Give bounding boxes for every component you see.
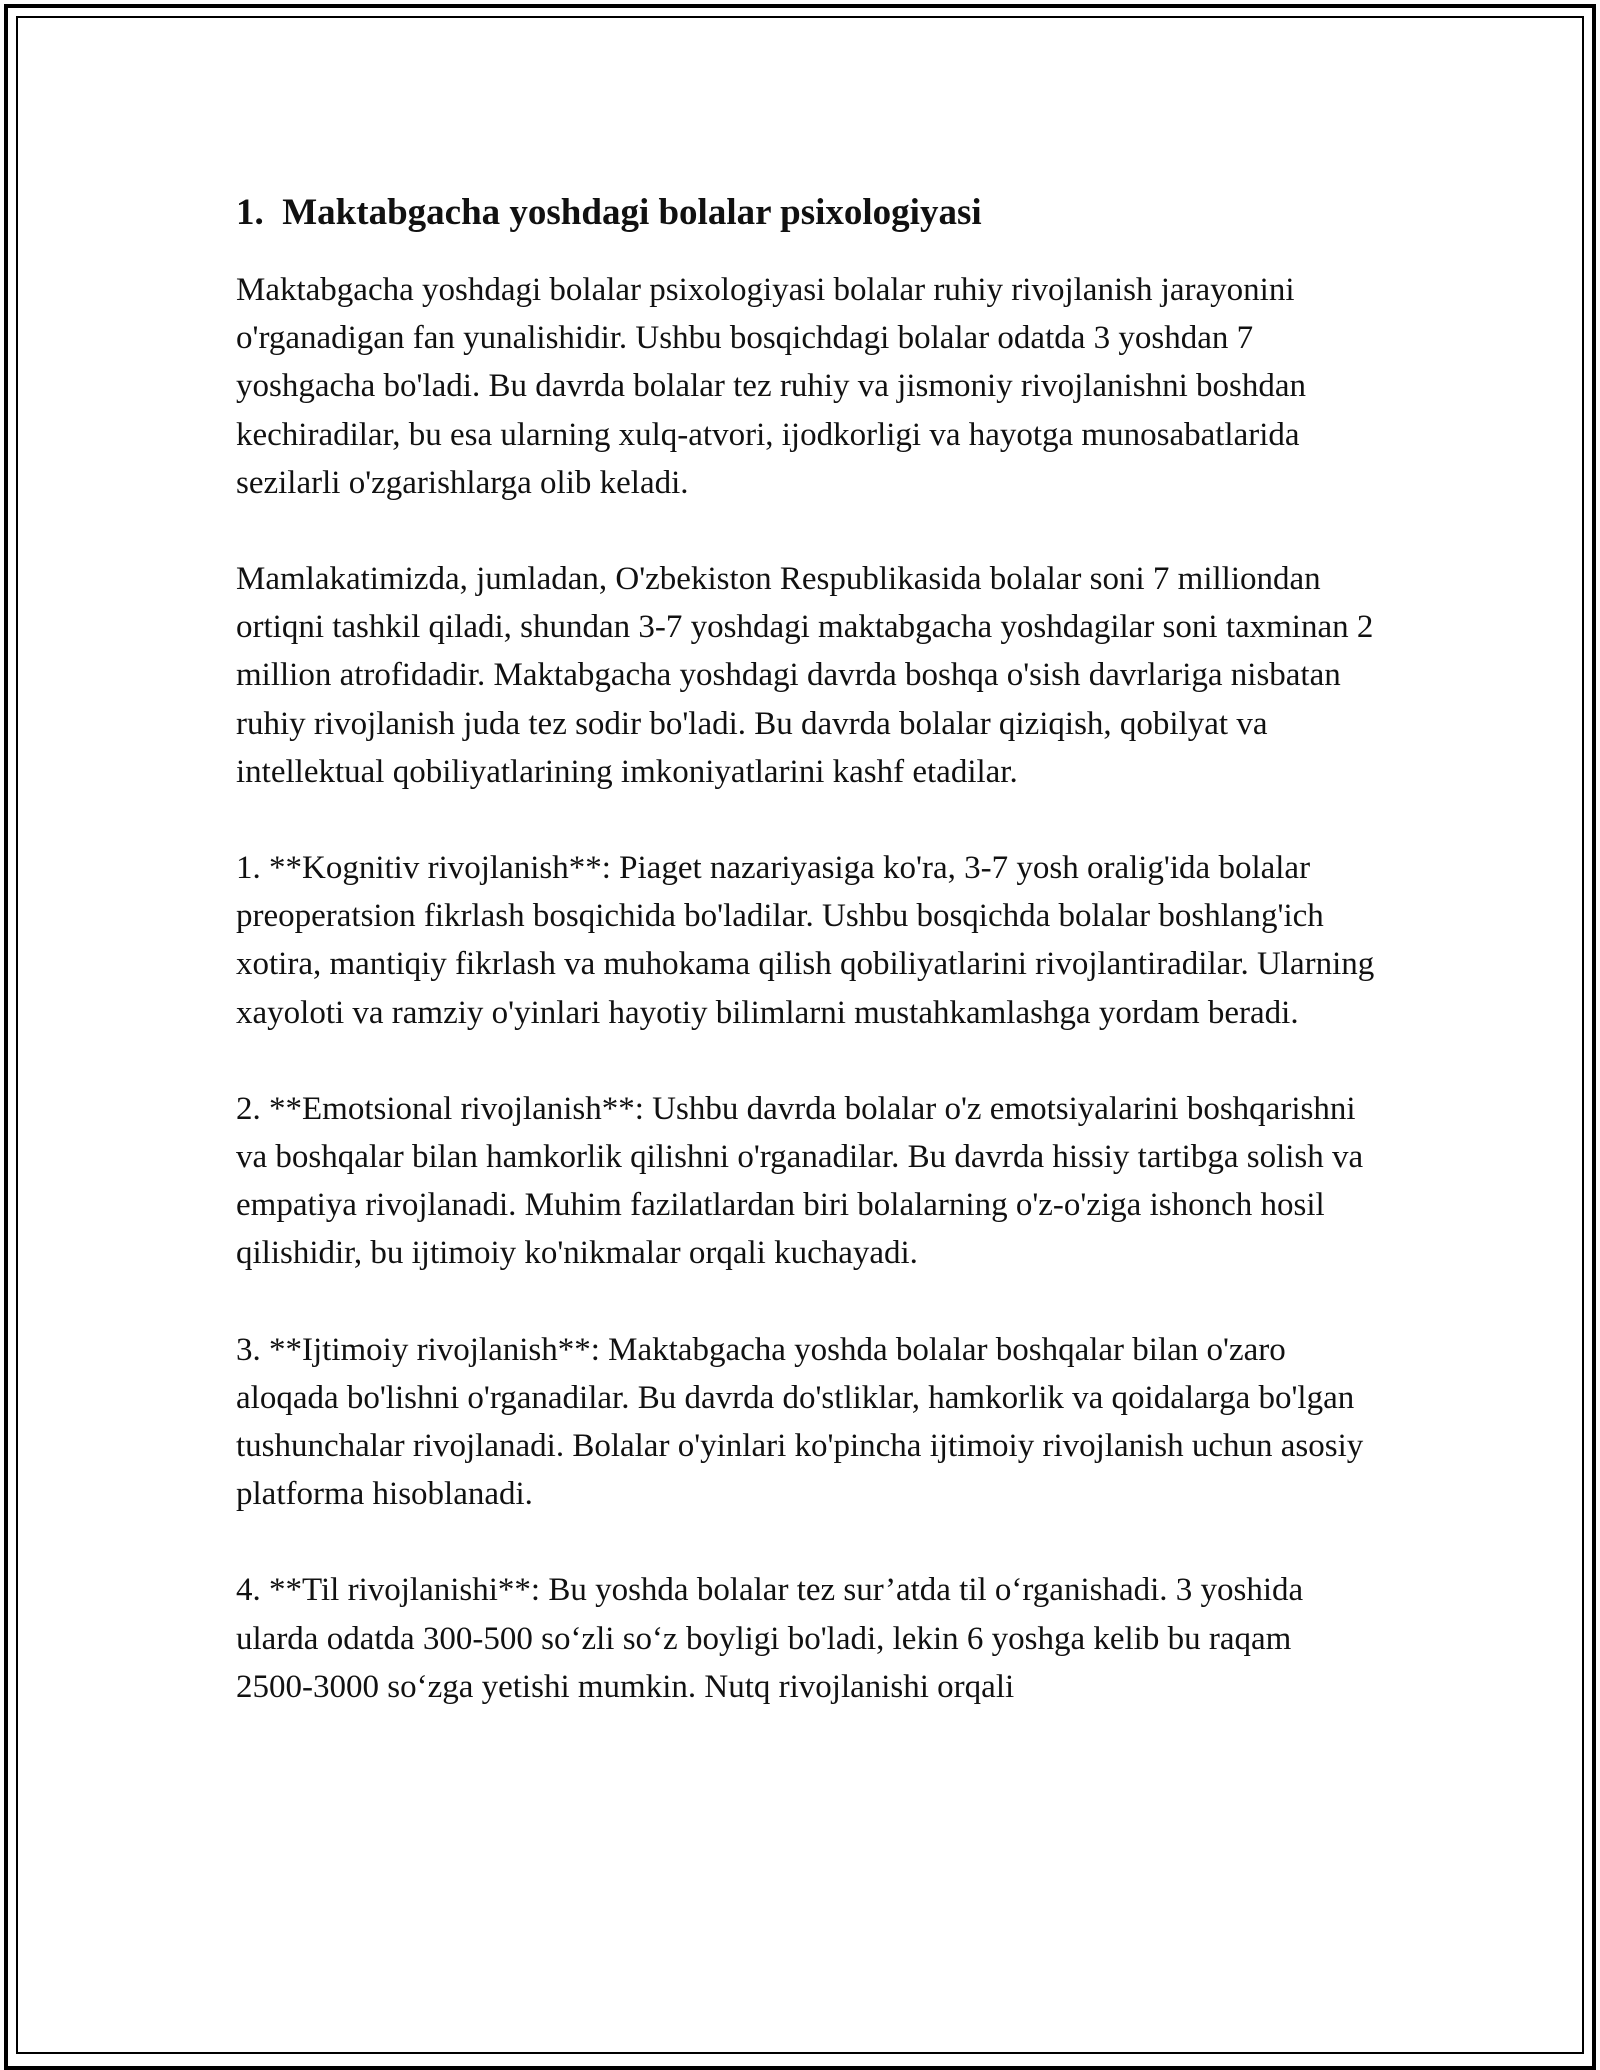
paragraph-social: 3. **Ijtimoiy rivojlanish**: Maktabgacha yoshda bolalar boshqalar bilan o'zaro aloqada bo'lishni o'rganadilar. Bu davrda do'stliklar, hamkorlik va qoidalarga bo'lgan tushunchalar rivojlanadi. Bolalar o'yinlari ko'pincha ijtimoiy rivojlanish uchun asosiy platforma hisoblanadi. (236, 1331, 1364, 1513)
document-body (236, 190, 1376, 1759)
section-heading: 1. Maktabgacha yoshdagi bolalar psixologiyasi (236, 192, 982, 233)
paragraph-emotional: 2. **Emotsional rivojlanish**: Ushbu davrda bolalar o'z emotsiyalarini boshqarishni va boshqalar bilan hamkorlik qilishni o'rganadilar. Bu davrda hissiy tartibga solish va empatiya rivojlanadi. Muhim fazilatlardan biri bolalarning o'z-o'ziga ishonch hosil qilishidir, bu ijtimoiy ko'nikmalar orqali kuchayadi. (236, 1090, 1364, 1272)
paragraph-statistics: Mamlakatimizda, jumladan, O'zbekiston Respublikasida bolalar soni 7 milliondan ortiqni tashkil qiladi, shundan 3-7 yoshdagi maktabgacha yoshdagilar soni taxminan 2 million atrofidadir. Maktabgacha yoshdagi davrda boshqa o'sish davrlariga nisbatan ruhiy rivojlanish juda tez sodir bo'ladi. Bu davrda bolalar qiziqish, qobilyat va intellektual qobiliyatlarining imkoniyatlarini kashf etadilar. (236, 561, 1374, 790)
paragraph-intro: Maktabgacha yoshdagi bolalar psixologiyasi bolalar ruhiy rivojlanish jarayonini o'rganadigan fan yunalishidir. Ushbu bosqichdagi bolalar odatda 3 yoshdan 7 yoshgacha bo'ladi. Bu davrda bolalar tez ruhiy va jismoniy rivojlanishni boshdan kechiradilar, bu esa ularning xulq-atvori, ijodkorligi va hayotga munosabatlarida sezilarli o'zgarishlarga olib keladi. (236, 272, 1306, 501)
paragraph-language: 4. **Til rivojlanishi**: Bu yoshda bolalar tez sur’atda til o‘rganishadi. 3 yoshida ularda odatda 300-500 so‘zli so‘z boyligi bo'ladi, lekin 6 yoshga kelib bu raqam 2500-3000 so‘zga yetishi mumkin. Nutq rivojlanishi orqali (236, 1572, 1304, 1705)
paragraph-cognitive: 1. **Kognitiv rivojlanish**: Piaget nazariyasiga ko'ra, 3-7 yosh oralig'ida bolalar preoperatsion fikrlash bosqichida bo'ladilar. Ushbu bosqichda bolalar boshlang'ich xotira, mantiqiy fikrlash va muhokama qilish qobiliyatlarini rivojlantiradilar. Ularning xayoloti va ramziy o'yinlari hayotiy bilimlarni mustahkamlashga yordam beradi. (236, 850, 1375, 1031)
